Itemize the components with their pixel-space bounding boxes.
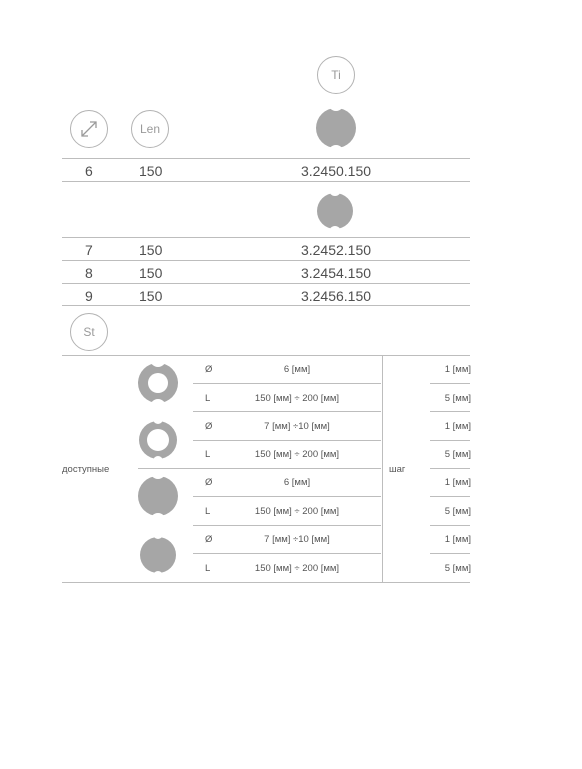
avail-row4-symbol: L [205,449,211,460]
avail-row5-value: 6 [мм] [283,477,311,488]
profile-solid-notched-shape [137,475,179,517]
avail-row5-symbol: Ø [205,477,213,488]
avail-row1-value: 6 [мм] [283,364,311,375]
ti-label: Ti [331,68,341,82]
ti-row3-length: 150 [139,265,163,281]
avail-row4-value: 150 [мм] ÷ 200 [мм] [254,449,340,460]
avail-row5-step: 1 [мм] [444,477,471,488]
avail-row1-symbol: Ø [205,364,213,375]
ti-row4-length: 150 [139,288,163,304]
available-label: доступные [62,464,110,475]
avail-row7-step: 1 [мм] [444,534,471,545]
avail-row2-symbol: L [205,393,211,404]
ti-row2-length: 150 [139,242,163,258]
len-label: Len [139,122,161,136]
ti-row2-code: 3.2452.150 [300,242,372,258]
ti-row1-length: 150 [139,163,163,179]
avail-row2-step: 5 [мм] [444,393,471,404]
avail-row6-step: 5 [мм] [444,506,471,517]
avail-row7-symbol: Ø [205,534,213,545]
avail-row6-value: 150 [мм] ÷ 200 [мм] [254,506,340,517]
st-material-icon [70,313,108,351]
avail-row3-symbol: Ø [205,421,213,432]
avail-row8-step: 5 [мм] [444,563,471,574]
ti-row1-diameter: 6 [85,163,93,179]
length-icon [131,110,169,148]
ti-row2-diameter: 7 [85,242,93,258]
avail-row6-symbol: L [205,506,211,517]
profile-ring-notched-shape [137,362,179,404]
profile-solid-flat-shape [138,535,178,575]
avail-row7-value: 7 [мм] ÷10 [мм] [264,534,330,545]
ti-row3-diameter: 8 [85,265,93,281]
ti-profile-flat-shape [315,191,355,231]
ti-row4-code: 3.2456.150 [300,288,372,304]
ti-row1-code: 3.2450.150 [300,163,372,179]
diameter-icon [70,110,108,148]
ti-row4-diameter: 9 [85,288,93,304]
avail-row4-step: 5 [мм] [444,449,471,460]
avail-row3-step: 1 [мм] [444,421,471,432]
avail-row8-value: 150 [мм] ÷ 200 [мм] [254,563,340,574]
ti-material-icon [317,56,355,94]
avail-row2-value: 150 [мм] ÷ 200 [мм] [254,393,340,404]
diameter-arrow-icon [74,114,104,144]
profile-ring-flat-shape [137,419,179,461]
avail-row8-symbol: L [205,563,211,574]
avail-row1-step: 1 [мм] [444,364,471,375]
ti-profile-notched-shape [315,107,357,149]
step-label: шаг [389,464,406,475]
st-label: St [83,325,95,339]
avail-row3-value: 7 [мм] ÷10 [мм] [264,421,330,432]
ti-row3-code: 3.2454.150 [300,265,372,281]
